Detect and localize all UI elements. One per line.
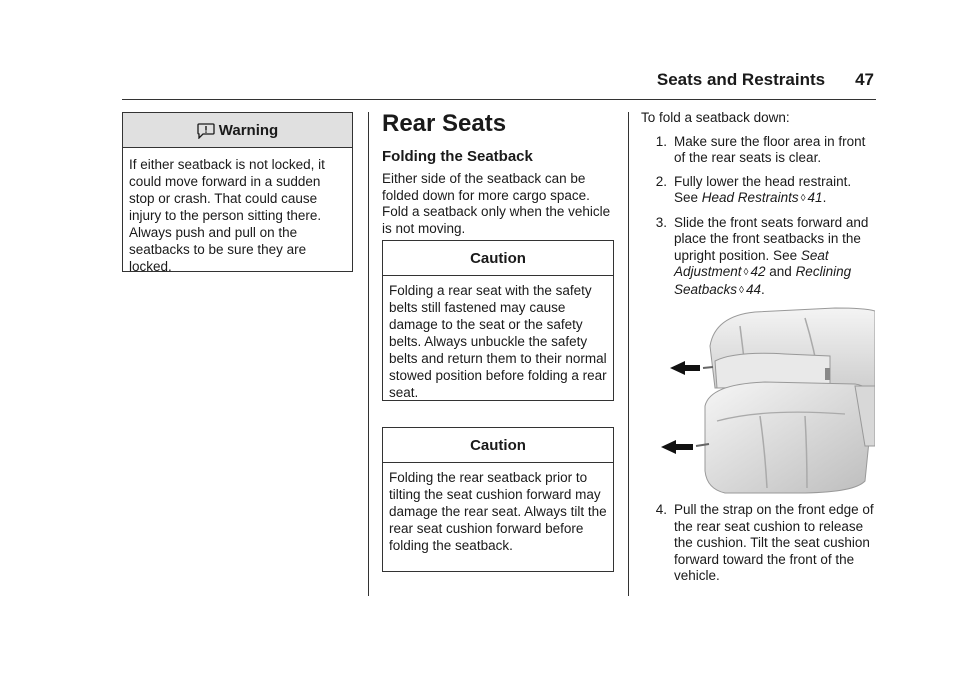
warning-box-header (123, 113, 352, 148)
list-item (641, 215, 876, 300)
step-text-pre: Fully lower the head restraint. See (674, 173, 852, 205)
page-ref[interactable]: 44 (746, 281, 762, 297)
page-header (122, 70, 874, 90)
fold-steps-section (641, 110, 876, 299)
warning-box (122, 112, 353, 272)
step-text (674, 215, 876, 300)
arrow-left-icon (661, 440, 709, 454)
steps-intro: To fold a seatback down: (641, 110, 790, 125)
step-text (674, 174, 876, 208)
warning-text: If either seatback is not locked, it could move forward in a sudden stop or crash. That could cause injury to the person sitting there. Always push and pull on the seatbacks to be sure they are locked. (129, 157, 325, 274)
intro-paragraph: Either side of the seatback can be folded down for more cargo space. Fold a seatback only when the vehicle is not moving. (382, 171, 611, 236)
page-ref-icon: ◊ (800, 193, 806, 204)
page-number: 47 (855, 70, 874, 89)
step-text-post: . (822, 190, 827, 205)
page-ref[interactable]: 41 (807, 190, 823, 205)
page-ref-icon: ◊ (743, 267, 749, 278)
step-number: 3. (655, 214, 667, 230)
column-divider-right (628, 112, 629, 596)
warning-box-body (123, 148, 352, 283)
caution-2-text: Folding the rear seatback prior to tilting the seat cushion forward may damage the rear seat. Always tilt the rear seat cushion forward before folding the seatback. (389, 470, 607, 553)
warning-title: Warning (218, 121, 279, 139)
step-number: 4. (655, 502, 667, 517)
caution-box-2-body (383, 463, 613, 558)
warning-icon (197, 122, 215, 139)
list-item (641, 174, 876, 208)
step-number: 1. (655, 133, 667, 149)
caution-box-1-body (383, 276, 613, 405)
column-divider-left (368, 112, 369, 596)
step-text-mid: and (765, 264, 796, 279)
step-text-pre: Slide the front seats forward and place the front seatbacks in the upright position. See (674, 214, 869, 263)
link-seat-adjustment[interactable]: Seat Adjustment (674, 247, 829, 279)
section-heading: Rear Seats (382, 110, 507, 137)
subsection-heading: Folding the Seatback (382, 148, 533, 165)
link-reclining-seatbacks[interactable]: Reclining Seatbacks (674, 264, 852, 297)
caution-box-2-header: Caution (383, 428, 613, 463)
rear-seats-section (382, 110, 614, 237)
page-ref-icon: ◊ (739, 284, 744, 296)
section-title: Seats and Restraints (656, 70, 826, 89)
list-item (641, 134, 876, 167)
caution-1-text: Folding a rear seat with the safety belts still fastened may cause damage to the seat or the safety belts. Always unbuckle the safety belts and return them to their normal stowed position before folding a rear seat. (389, 283, 607, 400)
step-text: Pull the strap on the front edge of the rear seat cushion to release the cushion. Tilt the seat cushion forward toward the front of the vehicle. (674, 502, 874, 583)
link-head-restraints[interactable]: Head Restraints (701, 190, 799, 205)
list-item (641, 502, 876, 585)
caution-box-1 (382, 240, 614, 401)
page-ref[interactable]: 42 (750, 264, 766, 279)
rear-seat-illustration (655, 306, 875, 494)
arrow-left-icon (670, 361, 713, 375)
step-number: 2. (655, 173, 667, 189)
step-text-post: . (761, 281, 765, 297)
step-text: Make sure the floor area in front of the rear seats is clear. (674, 133, 866, 165)
fold-step-4 (641, 502, 876, 585)
caution-box-1-header: Caution (383, 241, 613, 276)
header-rule (122, 99, 876, 100)
caution-box-2 (382, 427, 614, 572)
